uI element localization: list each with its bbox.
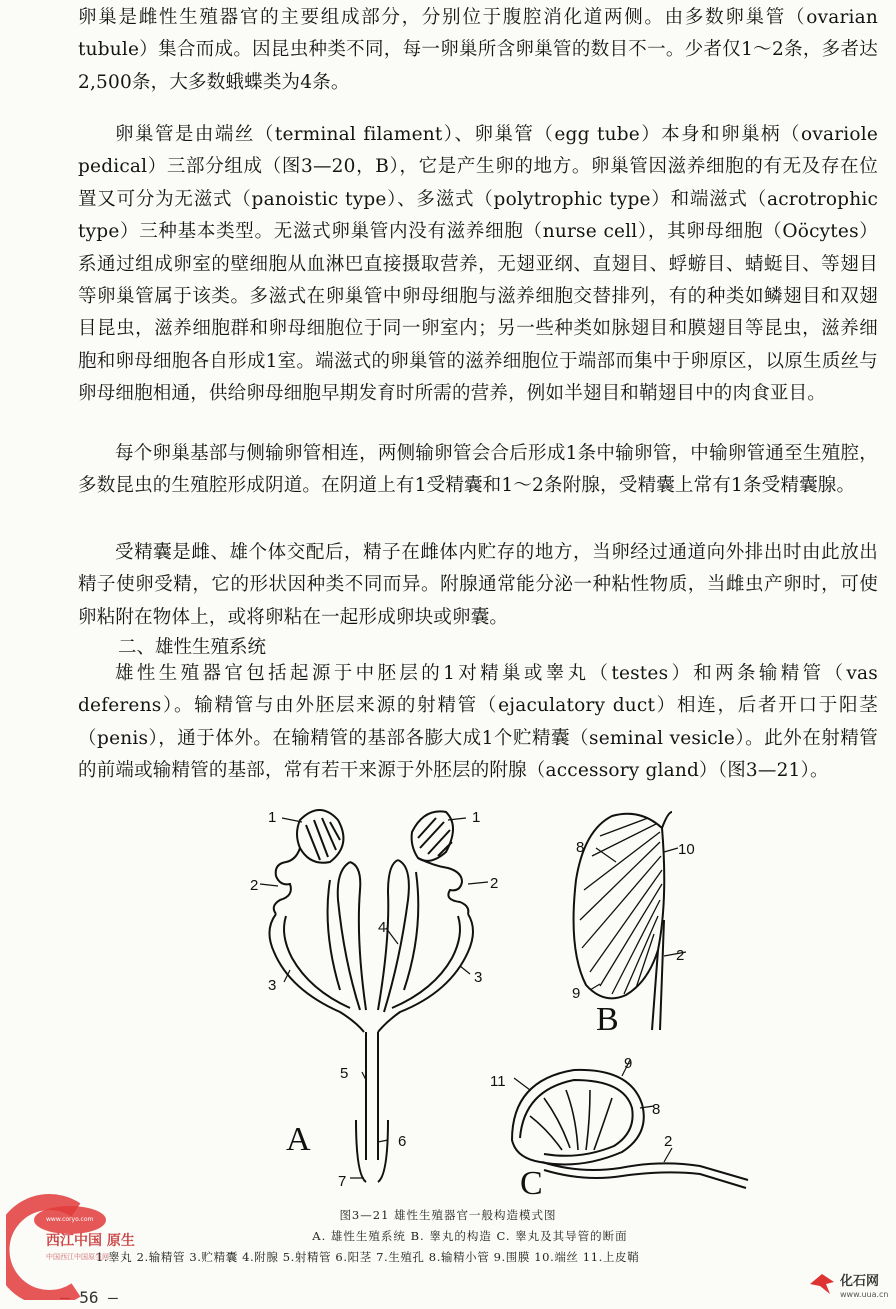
testis-right: [412, 811, 453, 860]
label-3-right: 3: [474, 969, 483, 986]
label-4: 4: [378, 919, 387, 936]
label-B: B: [596, 1001, 619, 1038]
figure-caption-legend: 1.睾丸 2.输精管 3.贮精囊 4.附腺 5.射精管 6.阳茎 7.生殖孔 8.输精小管 9.围膜 10.端丝 11.上皮鞘: [96, 1250, 640, 1264]
paragraph-ovary: 卵巢是雌性生殖器官的主要组成部分，分别位于腹腔消化道两侧。由多数卵巢管（ovarian tubule）集合而成。因昆虫种类不同，每一卵巢所含卵巢管的数目不一。少者仅1～2条，多者达2,500条，大多数蛾蝶类为4条。: [78, 7, 885, 93]
label-9-c: 9: [624, 1055, 633, 1072]
watermark-site-right: www.uua.cn: [840, 1290, 889, 1299]
label-7: 7: [338, 1173, 347, 1190]
label-3-left: 3: [268, 977, 277, 994]
label-2-b: 2: [676, 947, 685, 964]
label-2-c: 2: [664, 1133, 673, 1150]
watermark-small-left: 中国西江中国原生网: [46, 1253, 109, 1261]
section-heading: 二、雄性生殖系统: [118, 637, 267, 658]
accessory-gland-left: [338, 862, 366, 1010]
figure-labels: [250, 809, 695, 1202]
label-9-b: 9: [572, 985, 581, 1002]
label-8-b: 8: [576, 839, 585, 856]
paragraph-spermatheca: 受精囊是雌、雄个体交配后，精子在雌体内贮存的地方，当卵经过通道向外排出时由此放出精子使卵受精，它的形状因种类不同而异。附腺通常能分泌一种粘性物质，当雌虫产卵时，可使卵粘附在物体上，或将卵粘在一起形成卵块或卵囊。: [78, 542, 878, 628]
paragraph-oviduct: 每个卵巢基部与侧输卵管相连，两侧输卵管会合后形成1条中输卵管，中输卵管通至生殖腔，多数昆虫的生殖腔形成阴道。在阴道上有1受精囊和1～2条附腺，受精囊上常有1条受精囊腺。: [78, 443, 878, 497]
watermark-site-left: www.coryo.com: [46, 1216, 94, 1223]
watermark-text-right: 化石网: [840, 1274, 880, 1289]
label-5: 5: [340, 1065, 349, 1082]
seminal-vesicle-right: [378, 914, 473, 1032]
vas-deferens-c: [542, 1162, 748, 1188]
testis-left: [297, 810, 343, 863]
terminal-filament: [662, 812, 672, 828]
watermark-left: [6, 1190, 156, 1300]
watermark-text-left: 西江中国 原生: [46, 1233, 135, 1249]
page-number: — 56 —: [60, 1288, 118, 1307]
watermark-bird-icon: [808, 1270, 838, 1296]
label-1-right: 1: [472, 809, 481, 826]
label-2-right: 2: [490, 875, 499, 892]
label-2-left: 2: [250, 877, 259, 894]
penis: [356, 1120, 388, 1182]
watermark-right: [808, 1268, 894, 1308]
ejaculatory-duct: [366, 1032, 378, 1160]
label-C: C: [520, 1165, 543, 1202]
paragraph-ovariole: 卵巢管是由端丝（terminal filament）、卵巢管（egg tube）本身和卵巢柄（ovariole pedical）三部分组成（图3—20，B），它是产生卵的地方。卵巢管因滋养细胞的有无及存在位置又可分为无滋式（panoistic type）、多滋式（polytrophic type）和端滋式（acrotrophic type）三种基本类型。无滋式卵巢管内没有滋养细胞（nurse cell），其卵母细胞（Oöcytes）系通过组成卵室的壁细胞从血淋巴直接摄取营养，无翅亚纲、直翅目、蜉蝣目、蜻蜓目、等翅目等卵巢管属于该类。多滋式在卵巢管中卵母细胞与滋养细胞交替排列，有的种类如鳞翅目和双翅目昆虫，滋养细胞群和卵母细胞位于同一卵室内；另一些种类如脉翅目和膜翅目等昆虫，滋养细胞和卵母细胞各自形成1室。端滋式的卵巢管的滋养细胞位于端部而集中于卵原区，以原生质丝与卵母细胞相通，供给卵母细胞早期发育时所需的营养，例如半翅目和鞘翅目中的肉食亚目。: [78, 124, 885, 405]
label-1-left: 1: [268, 809, 277, 826]
figure-caption-parts: A. 雄性生殖系统 B. 睾丸的构造 C. 睾丸及其导管的断面: [312, 1229, 628, 1243]
label-A: A: [286, 1121, 311, 1158]
label-10: 10: [678, 841, 695, 858]
figure-caption-title: 图3—21 雄性生殖器官一般构造模式图: [339, 1208, 557, 1222]
label-6: 6: [398, 1133, 407, 1150]
label-8-c: 8: [652, 1101, 661, 1118]
label-11: 11: [490, 1073, 506, 1090]
paragraph-male-system: 雄性生殖器官包括起源于中胚层的1对精巢或睾丸（testes）和两条输精管（vas deferens）。输精管与由外胚层来源的射精管（ejaculatory duct）相连，后者开口于阳茎（penis），通于体外。在输精管的基部各膨大成1个贮精囊（seminal vesicle）。此外在射精管的前端或输精管的基部，常有若干来源于外胚层的附腺（accessory gland）（图3—21）。: [78, 663, 885, 782]
vas-deferens-left: [274, 848, 300, 914]
vas-deferens-right: [418, 858, 468, 914]
